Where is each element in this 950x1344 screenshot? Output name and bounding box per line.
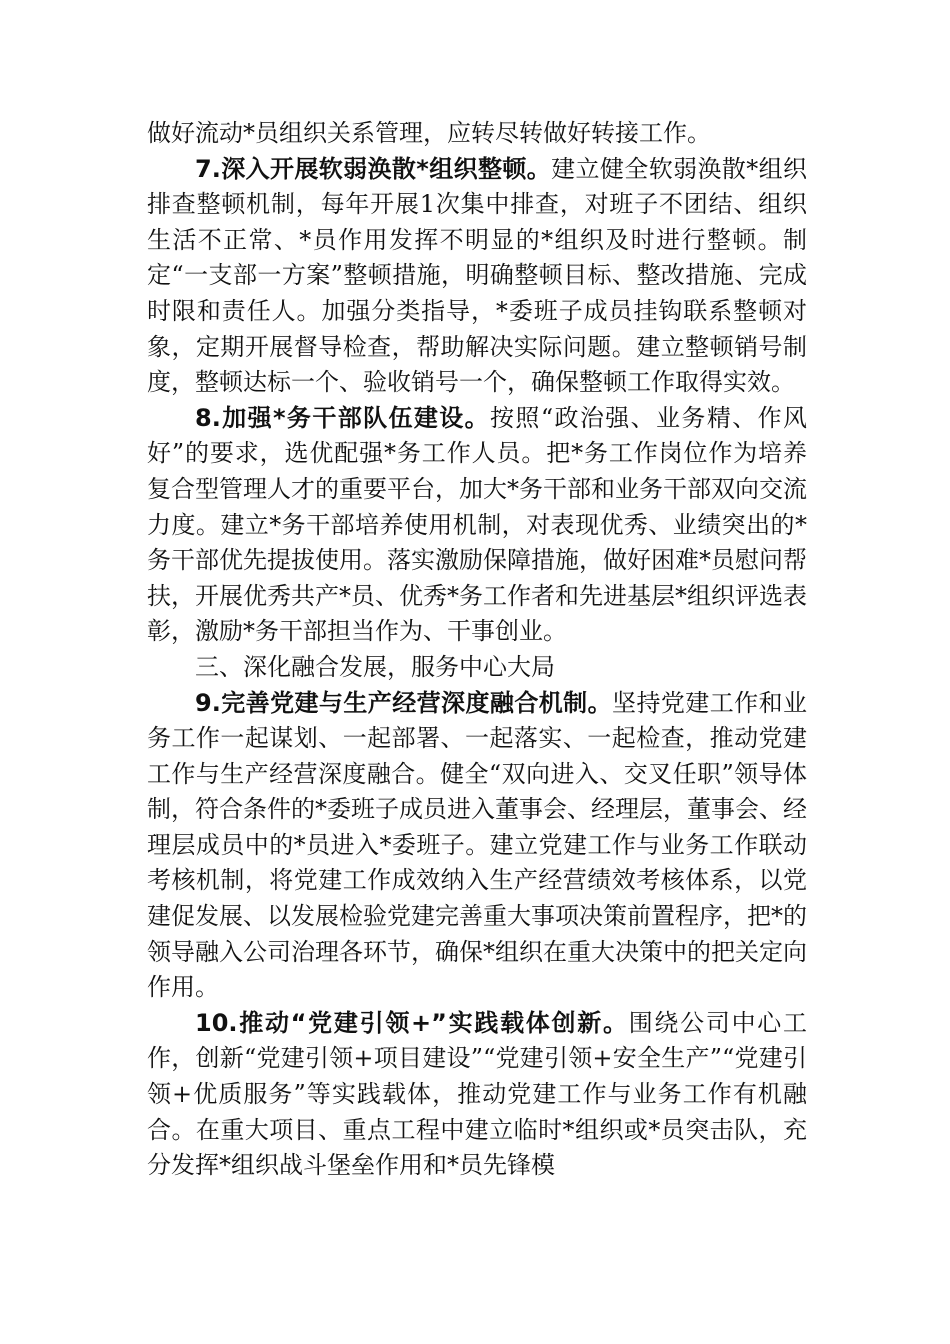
paragraph-heading: 8.加强*务干部队伍建设。 — [195, 403, 491, 432]
paragraph-item-8 — [147, 401, 807, 650]
document-body — [147, 116, 807, 1184]
paragraph-continuation — [147, 116, 807, 152]
paragraph-item-10 — [147, 1006, 807, 1184]
paragraph-text: 按照“政治强、业务精、作风好”的要求，选优配强*务工作人员。把*务工作岗位作为培养复合型管理人才的重要平台，加大*务干部和业务干部双向交流力度。建立*务干部培养使用机制，对表现优秀、业绩突出的*务干部优先提拔使用。落实激励保障措施，做好困难*员慰问帮扶，开展优秀共产*员、优秀*务工作者和先进基层*组织评选表彰，激励*务干部担当作为、干事创业。 — [147, 403, 807, 646]
paragraph-item-7 — [147, 152, 807, 401]
section-heading-text: 三、深化融合发展，服务中心大局 — [195, 652, 555, 681]
paragraph-text: 坚持党建工作和业务工作一起谋划、一起部署、一起落实、一起检查，推动党建工作与生产经营深度融合。健全“双向进入、交叉任职”领导体制，符合条件的*委班子成员进入董事会、经理层，董事会、经理层成员中的*员进入*委班子。建立党建工作与业务工作联动考核机制，将党建工作成效纳入生产经营绩效考核体系，以党建促发展、以发展检验党建完善重大事项决策前置程序，把*的领导融入公司治理各环节，确保*组织在重大决策中的把关定向作用。 — [147, 688, 807, 1002]
paragraph-heading: 9.完善党建与生产经营深度融合机制。 — [195, 688, 613, 717]
paragraph-heading: 7.深入开展软弱涣散*组织整顿。 — [195, 154, 552, 183]
paragraph-heading: 10.推动“党建引领+”实践载体创新。 — [195, 1008, 629, 1037]
paragraph-item-9 — [147, 686, 807, 1006]
paragraph-text: 建立健全软弱涣散*组织排查整顿机制，每年开展1次集中排查，对班子不团结、组织生活不正常、*员作用发挥不明显的*组织及时进行整顿。制定“一支部一方案”整顿措施，明确整顿目标、整改措施、完成时限和责任人。加强分类指导，*委班子成员挂钩联系整顿对象，定期开展督导检查，帮助解决实际问题。建立整顿销号制度，整顿达标一个、验收销号一个，确保整顿工作取得实效。 — [147, 154, 808, 397]
paragraph-text: 做好流动*员组织关系管理，应转尽转做好转接工作。 — [147, 119, 711, 147]
section-heading-3 — [147, 650, 807, 686]
paragraph-text: 围绕公司中心工作，创新“党建引领+项目建设”“党建引领+安全生产”“党建引领+优质服务”等实践载体，推动党建工作与业务工作有机融合。在重大项目、重点工程中建立临时*组织或*员突击队，充分发挥*组织战斗堡垒作用和*员先锋模 — [147, 1008, 808, 1180]
